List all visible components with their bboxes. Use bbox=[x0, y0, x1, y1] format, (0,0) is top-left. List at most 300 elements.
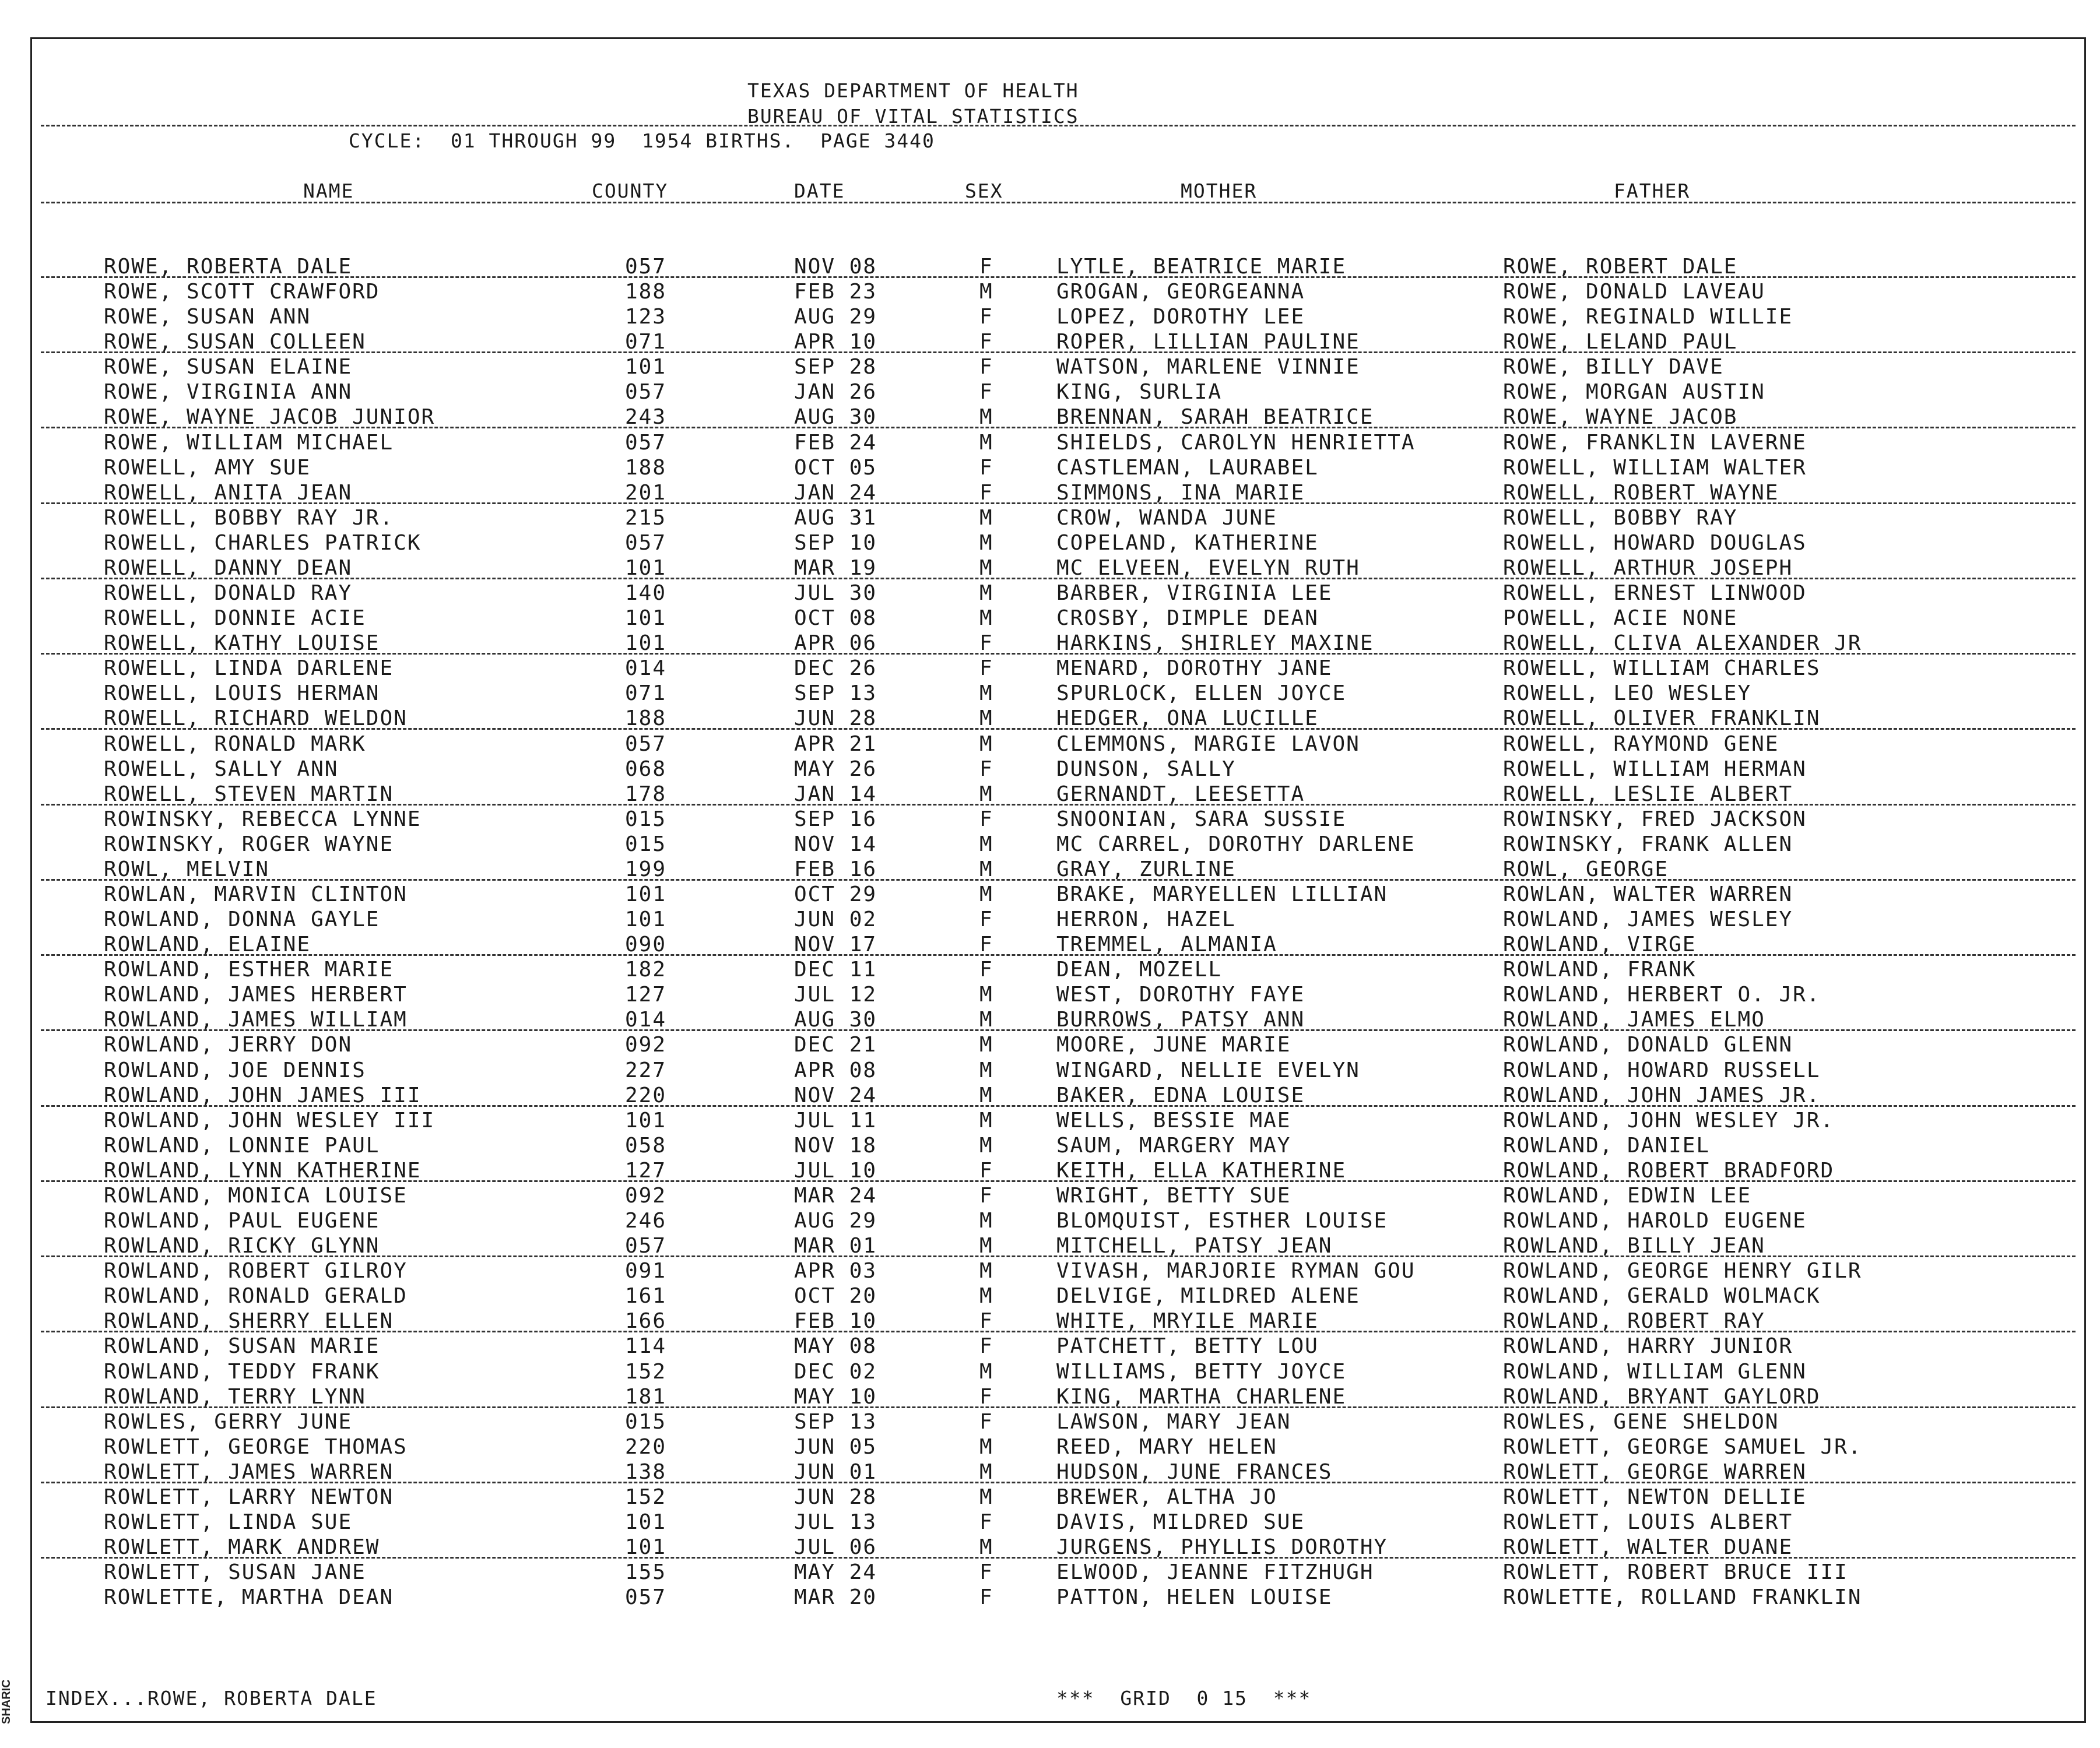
cell-sex: F bbox=[979, 1158, 993, 1183]
cell-sex: M bbox=[979, 1259, 993, 1283]
cell-sex: M bbox=[979, 1008, 993, 1032]
cell-sex: F bbox=[979, 807, 993, 831]
cell-date: MAR 01 bbox=[794, 1234, 877, 1258]
cell-mother: WHITE, MRYILE MARIE bbox=[1056, 1309, 1319, 1334]
cell-county: 090 bbox=[625, 933, 667, 957]
cell-county: 101 bbox=[625, 1108, 667, 1132]
table-row bbox=[0, 957, 2100, 982]
cell-name: ROWINSKY, REBECCA LYNNE bbox=[104, 807, 422, 831]
cell-date: JUL 10 bbox=[794, 1158, 877, 1183]
cell-sex: M bbox=[979, 832, 993, 856]
table-row bbox=[0, 706, 2100, 731]
cell-father: ROWLETTE, ROLLAND FRANKLIN bbox=[1503, 1585, 1862, 1610]
cell-father: ROWELL, ARTHUR JOSEPH bbox=[1503, 555, 1793, 580]
cell-date: MAY 26 bbox=[794, 757, 877, 781]
table-row bbox=[0, 1158, 2100, 1183]
table-row bbox=[0, 430, 2100, 455]
cell-mother: BREWER, ALTHA JO bbox=[1056, 1485, 1277, 1509]
table-row bbox=[0, 1083, 2100, 1108]
cell-county: 058 bbox=[625, 1133, 667, 1158]
cell-date: FEB 16 bbox=[794, 857, 877, 881]
cell-name: ROWLES, GERRY JUNE bbox=[104, 1409, 353, 1434]
cell-mother: HEDGER, ONA LUCILLE bbox=[1056, 706, 1319, 731]
table-row bbox=[0, 480, 2100, 505]
row-group-rule bbox=[41, 1331, 2076, 1332]
cell-sex: F bbox=[979, 908, 993, 932]
cell-county: 114 bbox=[625, 1334, 667, 1359]
cell-father: ROWELL, WILLIAM CHARLES bbox=[1503, 656, 1821, 681]
index-footer: INDEX...ROWE, ROBERTA DALE bbox=[45, 1687, 377, 1710]
cell-mother: MC ELVEEN, EVELYN RUTH bbox=[1056, 555, 1360, 580]
cell-sex: M bbox=[979, 1535, 993, 1560]
cell-mother: TREMMEL, ALMANIA bbox=[1056, 933, 1277, 957]
cell-sex: F bbox=[979, 656, 993, 681]
cell-sex: M bbox=[979, 1284, 993, 1309]
table-row bbox=[0, 932, 2100, 957]
row-group-rule bbox=[41, 653, 2076, 655]
cell-name: ROWELL, DONNIE ACIE bbox=[104, 606, 366, 631]
cell-mother: CROW, WANDA JUNE bbox=[1056, 505, 1277, 530]
cell-county: 201 bbox=[625, 480, 667, 505]
cell-father: ROWE, LELAND PAUL bbox=[1503, 330, 1738, 354]
cell-date: SEP 28 bbox=[794, 355, 877, 379]
cell-county: 166 bbox=[625, 1309, 667, 1334]
cell-father: POWELL, ACIE NONE bbox=[1503, 606, 1738, 631]
cell-father: ROWELL, WILLIAM WALTER bbox=[1503, 455, 1807, 480]
cell-name: ROWLETT, JAMES WARREN bbox=[104, 1459, 394, 1484]
cell-father: ROWLETT, WALTER DUANE bbox=[1503, 1535, 1793, 1560]
cell-date: AUG 31 bbox=[794, 505, 877, 530]
cell-mother: BARBER, VIRGINIA LEE bbox=[1056, 581, 1333, 606]
table-row bbox=[0, 1384, 2100, 1409]
cell-father: ROWLETT, GEORGE WARREN bbox=[1503, 1459, 1807, 1484]
cell-name: ROWLAND, LONNIE PAUL bbox=[104, 1133, 380, 1158]
cell-county: 101 bbox=[625, 1510, 667, 1534]
cell-county: 101 bbox=[625, 908, 667, 932]
table-row bbox=[0, 1535, 2100, 1560]
cell-date: SEP 16 bbox=[794, 807, 877, 831]
cell-father: ROWELL, OLIVER FRANKLIN bbox=[1503, 706, 1821, 731]
cell-name: ROWL, MELVIN bbox=[104, 857, 270, 881]
table-row bbox=[0, 1283, 2100, 1309]
table-row bbox=[0, 304, 2100, 329]
table-row bbox=[0, 982, 2100, 1007]
cell-date: DEC 26 bbox=[794, 656, 877, 681]
cell-sex: M bbox=[979, 505, 993, 530]
cell-name: ROWINSKY, ROGER WAYNE bbox=[104, 832, 394, 856]
column-header-rule bbox=[41, 202, 2076, 203]
cell-date: OCT 08 bbox=[794, 606, 877, 631]
cell-name: ROWELL, STEVEN MARTIN bbox=[104, 782, 394, 806]
row-group-rule bbox=[41, 502, 2076, 504]
cell-county: 068 bbox=[625, 757, 667, 781]
cell-sex: F bbox=[979, 1585, 993, 1610]
cell-county: 101 bbox=[625, 555, 667, 580]
cell-date: MAY 08 bbox=[794, 1334, 877, 1359]
cell-father: ROWLETT, GEORGE SAMUEL JR. bbox=[1503, 1434, 1862, 1459]
cell-name: ROWLAN, MARVIN CLINTON bbox=[104, 882, 408, 906]
cell-date: SEP 13 bbox=[794, 681, 877, 706]
cell-sex: F bbox=[979, 1384, 993, 1409]
cell-sex: M bbox=[979, 1234, 993, 1258]
cell-sex: M bbox=[979, 606, 993, 631]
cell-name: ROWLETT, LINDA SUE bbox=[104, 1510, 353, 1534]
cell-mother: MC CARREL, DOROTHY DARLENE bbox=[1056, 832, 1416, 856]
cell-county: 152 bbox=[625, 1359, 667, 1384]
cell-date: DEC 02 bbox=[794, 1359, 877, 1384]
cell-name: ROWLAND, ELAINE bbox=[104, 933, 311, 957]
table-row bbox=[0, 1258, 2100, 1283]
table-row bbox=[0, 832, 2100, 857]
cell-father: ROWINSKY, FRED JACKSON bbox=[1503, 807, 1807, 831]
cell-county: 188 bbox=[625, 455, 667, 480]
cell-sex: M bbox=[979, 1459, 993, 1484]
cell-date: MAR 24 bbox=[794, 1183, 877, 1208]
cell-father: ROWELL, ROBERT WAYNE bbox=[1503, 480, 1779, 505]
cell-father: ROWLAND, HOWARD RUSSELL bbox=[1503, 1058, 1821, 1082]
cell-sex: M bbox=[979, 530, 993, 555]
cell-name: ROWE, SUSAN ANN bbox=[104, 305, 311, 329]
cell-father: ROWLAND, HERBERT O. JR. bbox=[1503, 983, 1821, 1007]
table-row bbox=[0, 254, 2100, 279]
table-row bbox=[0, 1459, 2100, 1485]
bureau-title: BUREAU OF VITAL STATISTICS bbox=[747, 105, 1079, 128]
cell-name: ROWELL, LOUIS HERMAN bbox=[104, 681, 380, 706]
grid-footer: *** GRID 0 15 *** bbox=[1056, 1687, 1312, 1710]
cell-date: JUL 12 bbox=[794, 983, 877, 1007]
cell-father: ROWLES, GENE SHELDON bbox=[1503, 1409, 1779, 1434]
cell-county: 220 bbox=[625, 1083, 667, 1107]
cell-county: 092 bbox=[625, 1033, 667, 1057]
cell-name: ROWLAND, JERRY DON bbox=[104, 1033, 353, 1057]
cell-sex: F bbox=[979, 480, 993, 505]
table-row bbox=[0, 782, 2100, 807]
table-row bbox=[0, 581, 2100, 606]
table-row bbox=[0, 807, 2100, 832]
cell-sex: M bbox=[979, 1485, 993, 1509]
cell-date: DEC 21 bbox=[794, 1033, 877, 1057]
cell-father: ROWLAN, WALTER WARREN bbox=[1503, 882, 1793, 906]
cell-father: ROWL, GEORGE bbox=[1503, 857, 1669, 881]
table-row bbox=[0, 882, 2100, 907]
cell-mother: WATSON, MARLENE VINNIE bbox=[1056, 355, 1360, 379]
cell-mother: HUDSON, JUNE FRANCES bbox=[1056, 1459, 1333, 1484]
cell-county: 057 bbox=[625, 380, 667, 405]
cell-name: ROWELL, LINDA DARLENE bbox=[104, 656, 394, 681]
column-header-name: NAME bbox=[303, 180, 354, 202]
cell-mother: BRENNAN, SARAH BEATRICE bbox=[1056, 405, 1374, 430]
cell-sex: M bbox=[979, 430, 993, 455]
table-row bbox=[0, 1585, 2100, 1610]
cell-sex: F bbox=[979, 355, 993, 379]
table-row bbox=[0, 379, 2100, 405]
cell-date: NOV 17 bbox=[794, 933, 877, 957]
cell-father: ROWLAND, ROBERT BRADFORD bbox=[1503, 1158, 1835, 1183]
cell-name: ROWLAND, ROBERT GILROY bbox=[104, 1259, 408, 1283]
cell-county: 188 bbox=[625, 280, 667, 304]
cell-county: 101 bbox=[625, 1535, 667, 1560]
cell-county: 101 bbox=[625, 355, 667, 379]
cell-date: APR 10 bbox=[794, 330, 877, 354]
table-row bbox=[0, 1485, 2100, 1510]
cell-sex: F bbox=[979, 455, 993, 480]
cell-father: ROWLETT, LOUIS ALBERT bbox=[1503, 1510, 1793, 1534]
cell-date: APR 21 bbox=[794, 731, 877, 756]
column-header-county: COUNTY bbox=[592, 180, 669, 202]
cell-county: 057 bbox=[625, 731, 667, 756]
cell-county: 215 bbox=[625, 505, 667, 530]
cell-county: 220 bbox=[625, 1434, 667, 1459]
cell-sex: F bbox=[979, 1560, 993, 1585]
cell-mother: GRAY, ZURLINE bbox=[1056, 857, 1236, 881]
cell-mother: BURROWS, PATSY ANN bbox=[1056, 1008, 1305, 1032]
table-row bbox=[0, 1183, 2100, 1208]
cell-date: APR 08 bbox=[794, 1058, 877, 1082]
cell-name: ROWLAND, DONNA GAYLE bbox=[104, 908, 380, 932]
cell-county: 123 bbox=[625, 305, 667, 329]
cell-sex: M bbox=[979, 280, 993, 304]
cell-county: 057 bbox=[625, 430, 667, 455]
cell-father: ROWLAND, JOHN JAMES JR. bbox=[1503, 1083, 1821, 1107]
cell-county: 091 bbox=[625, 1259, 667, 1283]
cell-sex: M bbox=[979, 1033, 993, 1057]
table-row bbox=[0, 279, 2100, 304]
cell-mother: ROPER, LILLIAN PAULINE bbox=[1056, 330, 1360, 354]
column-header-sex: SEX bbox=[965, 180, 1003, 202]
cell-date: OCT 29 bbox=[794, 882, 877, 906]
cell-date: NOV 18 bbox=[794, 1133, 877, 1158]
cell-sex: F bbox=[979, 330, 993, 354]
cell-date: JUN 01 bbox=[794, 1459, 877, 1484]
cell-name: ROWLAND, TERRY LYNN bbox=[104, 1384, 366, 1409]
cell-mother: BAKER, EDNA LOUISE bbox=[1056, 1083, 1305, 1107]
cell-sex: F bbox=[979, 1409, 993, 1434]
cell-sex: M bbox=[979, 706, 993, 731]
cell-sex: M bbox=[979, 1209, 993, 1233]
cell-father: ROWELL, HOWARD DOUGLAS bbox=[1503, 530, 1807, 555]
cell-date: MAR 19 bbox=[794, 555, 877, 580]
cell-date: APR 03 bbox=[794, 1259, 877, 1283]
cell-county: 057 bbox=[625, 1234, 667, 1258]
side-stamp: SHARIC bbox=[0, 1679, 13, 1725]
cell-county: 071 bbox=[625, 330, 667, 354]
cell-father: ROWELL, RAYMOND GENE bbox=[1503, 731, 1779, 756]
cell-mother: KING, MARTHA CHARLENE bbox=[1056, 1384, 1347, 1409]
cell-name: ROWLAND, RONALD GERALD bbox=[104, 1284, 408, 1309]
cell-mother: DUNSON, SALLY bbox=[1056, 757, 1236, 781]
cell-date: JUL 30 bbox=[794, 581, 877, 606]
cell-mother: MITCHELL, PATSY JEAN bbox=[1056, 1234, 1333, 1258]
cell-county: 014 bbox=[625, 656, 667, 681]
cell-mother: REED, MARY HELEN bbox=[1056, 1434, 1277, 1459]
cell-county: 181 bbox=[625, 1384, 667, 1409]
cell-mother: KING, SURLIA bbox=[1056, 380, 1223, 405]
cell-father: ROWLETT, ROBERT BRUCE III bbox=[1503, 1560, 1848, 1585]
cell-name: ROWLAND, RICKY GLYNN bbox=[104, 1234, 380, 1258]
cell-father: ROWLAND, WILLIAM GLENN bbox=[1503, 1359, 1807, 1384]
cell-date: SEP 10 bbox=[794, 530, 877, 555]
cell-mother: DAVIS, MILDRED SUE bbox=[1056, 1510, 1305, 1534]
cell-date: AUG 30 bbox=[794, 1008, 877, 1032]
cell-name: ROWLAND, LYNN KATHERINE bbox=[104, 1158, 422, 1183]
cell-name: ROWE, SUSAN ELAINE bbox=[104, 355, 353, 379]
cell-father: ROWELL, ERNEST LINWOOD bbox=[1503, 581, 1807, 606]
cell-mother: WELLS, BESSIE MAE bbox=[1056, 1108, 1291, 1132]
cell-sex: M bbox=[979, 581, 993, 606]
cell-mother: LYTLE, BEATRICE MARIE bbox=[1056, 255, 1347, 279]
cell-mother: CLEMMONS, MARGIE LAVON bbox=[1056, 731, 1360, 756]
cell-father: ROWLETT, NEWTON DELLIE bbox=[1503, 1485, 1807, 1509]
row-group-rule bbox=[41, 1255, 2076, 1257]
table-row bbox=[0, 1032, 2100, 1057]
table-row bbox=[0, 907, 2100, 932]
cell-name: ROWELL, RICHARD WELDON bbox=[104, 706, 408, 731]
cell-date: FEB 23 bbox=[794, 280, 877, 304]
cell-mother: PATCHETT, BETTY LOU bbox=[1056, 1334, 1319, 1359]
row-group-rule bbox=[41, 578, 2076, 579]
cell-name: ROWELL, BOBBY RAY JR. bbox=[104, 505, 394, 530]
cell-father: ROWELL, WILLIAM HERMAN bbox=[1503, 757, 1807, 781]
cell-date: NOV 08 bbox=[794, 255, 877, 279]
column-header-mother: MOTHER bbox=[1181, 180, 1258, 202]
cell-date: AUG 29 bbox=[794, 1209, 877, 1233]
cell-mother: KEITH, ELLA KATHERINE bbox=[1056, 1158, 1347, 1183]
cell-name: ROWE, SCOTT CRAWFORD bbox=[104, 280, 380, 304]
cell-date: JAN 26 bbox=[794, 380, 877, 405]
cell-mother: WINGARD, NELLIE EVELYN bbox=[1056, 1058, 1360, 1082]
table-row bbox=[0, 656, 2100, 681]
cell-mother: HARKINS, SHIRLEY MAXINE bbox=[1056, 631, 1374, 656]
cell-county: 101 bbox=[625, 606, 667, 631]
cell-father: ROWLAND, FRANK bbox=[1503, 958, 1697, 982]
table-row bbox=[0, 1208, 2100, 1233]
cell-county: 057 bbox=[625, 1585, 667, 1610]
cell-date: FEB 10 bbox=[794, 1309, 877, 1334]
table-row bbox=[0, 1334, 2100, 1359]
cell-mother: MOORE, JUNE MARIE bbox=[1056, 1033, 1291, 1057]
cell-date: JAN 14 bbox=[794, 782, 877, 806]
row-group-rule bbox=[41, 728, 2076, 730]
cell-name: ROWELL, CHARLES PATRICK bbox=[104, 530, 422, 555]
cell-father: ROWINSKY, FRANK ALLEN bbox=[1503, 832, 1793, 856]
cell-mother: VIVASH, MARJORIE RYMAN GOU bbox=[1056, 1259, 1416, 1283]
table-row bbox=[0, 1409, 2100, 1434]
cell-county: 188 bbox=[625, 706, 667, 731]
table-row bbox=[0, 1058, 2100, 1083]
cell-sex: F bbox=[979, 1510, 993, 1534]
cell-name: ROWLAND, SHERRY ELLEN bbox=[104, 1309, 394, 1334]
cell-mother: PATTON, HELEN LOUISE bbox=[1056, 1585, 1333, 1610]
cell-sex: F bbox=[979, 958, 993, 982]
cell-name: ROWELL, KATHY LOUISE bbox=[104, 631, 380, 656]
cell-sex: F bbox=[979, 255, 993, 279]
cell-father: ROWE, FRANKLIN LAVERNE bbox=[1503, 430, 1807, 455]
cell-sex: M bbox=[979, 782, 993, 806]
cell-name: ROWE, WILLIAM MICHAEL bbox=[104, 430, 394, 455]
cell-county: 057 bbox=[625, 255, 667, 279]
table-row bbox=[0, 1510, 2100, 1535]
cell-name: ROWLAND, JOHN WESLEY III bbox=[104, 1108, 436, 1132]
cell-name: ROWLAND, TEDDY FRANK bbox=[104, 1359, 380, 1384]
cell-name: ROWLETT, LARRY NEWTON bbox=[104, 1485, 394, 1509]
column-header-date: DATE bbox=[794, 180, 845, 202]
table-row bbox=[0, 555, 2100, 581]
cell-sex: M bbox=[979, 1434, 993, 1459]
cell-father: ROWE, MORGAN AUSTIN bbox=[1503, 380, 1765, 405]
cell-county: 138 bbox=[625, 1459, 667, 1484]
cell-mother: CROSBY, DIMPLE DEAN bbox=[1056, 606, 1319, 631]
cell-sex: M bbox=[979, 1133, 993, 1158]
cell-mother: GERNANDT, LEESETTA bbox=[1056, 782, 1305, 806]
row-group-rule bbox=[41, 1406, 2076, 1408]
cell-county: 015 bbox=[625, 832, 667, 856]
table-row bbox=[0, 1108, 2100, 1133]
table-row bbox=[0, 1434, 2100, 1459]
cell-name: ROWE, SUSAN COLLEEN bbox=[104, 330, 366, 354]
cell-father: ROWLAND, BRYANT GAYLORD bbox=[1503, 1384, 1821, 1409]
cell-date: JUN 28 bbox=[794, 706, 877, 731]
cell-mother: LOPEZ, DOROTHY LEE bbox=[1056, 305, 1305, 329]
cell-sex: F bbox=[979, 933, 993, 957]
cell-name: ROWLAND, JOHN JAMES III bbox=[104, 1083, 422, 1107]
table-row bbox=[0, 606, 2100, 631]
cell-date: JAN 24 bbox=[794, 480, 877, 505]
table-row bbox=[0, 505, 2100, 530]
table-row bbox=[0, 857, 2100, 882]
cell-father: ROWLAND, BILLY JEAN bbox=[1503, 1234, 1765, 1258]
cell-sex: F bbox=[979, 1309, 993, 1334]
table-row bbox=[0, 1560, 2100, 1585]
cell-father: ROWLAND, JAMES ELMO bbox=[1503, 1008, 1765, 1032]
cell-date: JUL 11 bbox=[794, 1108, 877, 1132]
row-group-rule bbox=[41, 276, 2076, 278]
cell-father: ROWELL, CLIVA ALEXANDER JR bbox=[1503, 631, 1862, 656]
cell-father: ROWLAND, JOHN WESLEY JR. bbox=[1503, 1108, 1835, 1132]
cell-name: ROWELL, SALLY ANN bbox=[104, 757, 339, 781]
cell-date: SEP 13 bbox=[794, 1409, 877, 1434]
cell-mother: WEST, DOROTHY FAYE bbox=[1056, 983, 1305, 1007]
cell-county: 227 bbox=[625, 1058, 667, 1082]
cell-name: ROWLAND, ESTHER MARIE bbox=[104, 958, 394, 982]
row-group-rule bbox=[41, 879, 2076, 881]
table-row bbox=[0, 757, 2100, 782]
cycle-line: CYCLE: 01 THROUGH 99 1954 BIRTHS. PAGE 3440 bbox=[349, 129, 935, 152]
cell-sex: M bbox=[979, 681, 993, 706]
cell-father: ROWLAND, HAROLD EUGENE bbox=[1503, 1209, 1807, 1233]
cell-name: ROWELL, ANITA JEAN bbox=[104, 480, 353, 505]
row-group-rule bbox=[41, 351, 2076, 353]
row-group-rule bbox=[41, 1482, 2076, 1483]
cell-county: 127 bbox=[625, 1158, 667, 1183]
cell-county: 071 bbox=[625, 681, 667, 706]
row-group-rule bbox=[41, 1557, 2076, 1559]
cell-sex: F bbox=[979, 1183, 993, 1208]
cell-mother: SAUM, MARGERY MAY bbox=[1056, 1133, 1291, 1158]
table-row bbox=[0, 329, 2100, 354]
cell-mother: ELWOOD, JEANNE FITZHUGH bbox=[1056, 1560, 1374, 1585]
cell-date: MAY 10 bbox=[794, 1384, 877, 1409]
row-group-rule bbox=[41, 1180, 2076, 1182]
cell-date: DEC 11 bbox=[794, 958, 877, 982]
cell-father: ROWE, BILLY DAVE bbox=[1503, 355, 1724, 379]
table-row bbox=[0, 1233, 2100, 1258]
cell-mother: GROGAN, GEORGEANNA bbox=[1056, 280, 1305, 304]
cell-name: ROWELL, RONALD MARK bbox=[104, 731, 366, 756]
cell-mother: LAWSON, MARY JEAN bbox=[1056, 1409, 1291, 1434]
row-group-rule bbox=[41, 1029, 2076, 1031]
cell-county: 178 bbox=[625, 782, 667, 806]
table-row bbox=[0, 1309, 2100, 1334]
